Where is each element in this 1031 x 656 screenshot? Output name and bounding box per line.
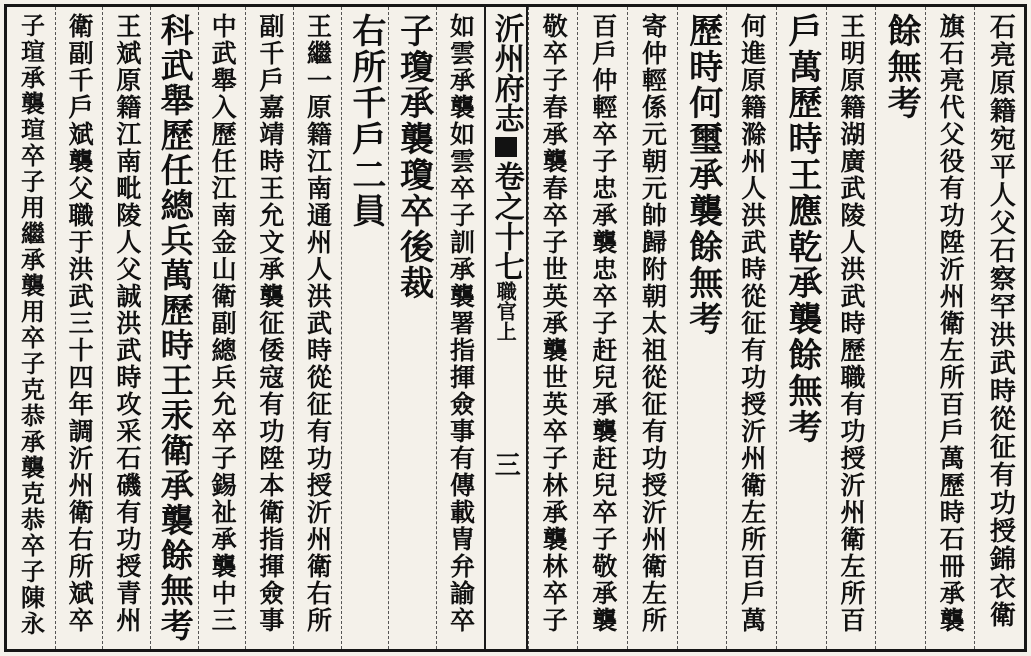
text-column-9 bbox=[577, 7, 627, 649]
center-fold bbox=[484, 7, 528, 649]
column-text: 右所千戶二員 bbox=[345, 13, 386, 229]
page-frame bbox=[4, 4, 1027, 652]
column-text: 石亮原籍宛平人父石察罕洪武時從征有功授錦衣衛 bbox=[985, 13, 1016, 629]
text-column-4 bbox=[826, 7, 876, 649]
folio-number: 三 bbox=[490, 451, 521, 477]
text-column-3 bbox=[875, 7, 925, 649]
column-text: 旗石亮代父役有功陞沂州衛左所百戶萬歷時石冊承襲 bbox=[936, 13, 966, 634]
column-text: 王繼一原籍江南通州人洪武時從征有功授沂州衛右所 bbox=[303, 13, 333, 634]
text-column-12 bbox=[388, 7, 436, 649]
text-column-14 bbox=[293, 7, 341, 649]
column-text: 王明原籍湖廣武陵人洪武時歷職有功授沂州衛左所百 bbox=[836, 13, 866, 634]
column-text: 如雲承襲如雲卒子訓承襲署指揮僉事有傳載冑弁諭卒 bbox=[446, 13, 476, 634]
column-text: 歷時何璽承襲餘無考 bbox=[682, 13, 723, 337]
column-text: 科武舉歷任總兵萬歷時王汞衛承襲餘無考 bbox=[155, 13, 195, 643]
column-text: 王斌原籍江南毗陵人父誠洪武時攻采石磯有功授青州 bbox=[112, 13, 142, 634]
text-column-10 bbox=[528, 7, 578, 649]
column-text: 子瑄承襲瑄卒子用繼承襲用卒子克恭承襲克恭卒子陳永 bbox=[16, 13, 46, 637]
text-column-2 bbox=[925, 7, 975, 649]
fishtail-mark bbox=[495, 137, 517, 157]
column-text: 寄仲輕係元朝元帥歸附朝太祖從征有功授沂州衛左所 bbox=[638, 13, 668, 634]
text-column-6 bbox=[726, 7, 776, 649]
text-column-5 bbox=[776, 7, 826, 649]
text-column-20 bbox=[7, 7, 55, 649]
book-title: 沂州府志 bbox=[488, 13, 524, 133]
column-text: 子瓊承襲瓊卒後裁 bbox=[393, 13, 434, 301]
column-text: 衛副千戶斌襲父職于洪武三十四年調沂州衛右所斌卒 bbox=[65, 13, 95, 634]
text-column-15 bbox=[245, 7, 293, 649]
volume-label: 卷之十七 bbox=[488, 161, 524, 281]
column-text: 副千戶嘉靖時王允文承襲征倭寇有功陞本衛指揮僉事 bbox=[255, 13, 285, 634]
column-text: 中武舉入歷任江南金山衛副總兵允卒子錫祉承襲中三 bbox=[208, 13, 238, 634]
column-text: 何進原籍滁州人洪武時從征有功授沂州衛左所百戶萬 bbox=[737, 13, 767, 634]
column-text: 百戶仲輕卒子忠承襲忠卒子赶兒承襲赶兒卒子敬承襲 bbox=[588, 13, 618, 634]
section-label: 職官上 bbox=[493, 281, 518, 341]
column-text: 敬卒子春承襲春卒子世英承襲世英卒子林承襲林卒子 bbox=[539, 13, 569, 634]
text-column-8 bbox=[627, 7, 677, 649]
text-column-16 bbox=[198, 7, 246, 649]
text-column-1 bbox=[974, 7, 1024, 649]
column-text: 戶萬歷時王應乾承襲餘無考 bbox=[782, 13, 823, 445]
column-text: 餘無考 bbox=[881, 13, 922, 121]
text-column-18 bbox=[102, 7, 150, 649]
text-column-7 bbox=[677, 7, 727, 649]
text-column-19 bbox=[55, 7, 103, 649]
text-column-11 bbox=[436, 7, 484, 649]
text-column-13 bbox=[341, 7, 389, 649]
text-column-17 bbox=[150, 7, 198, 649]
